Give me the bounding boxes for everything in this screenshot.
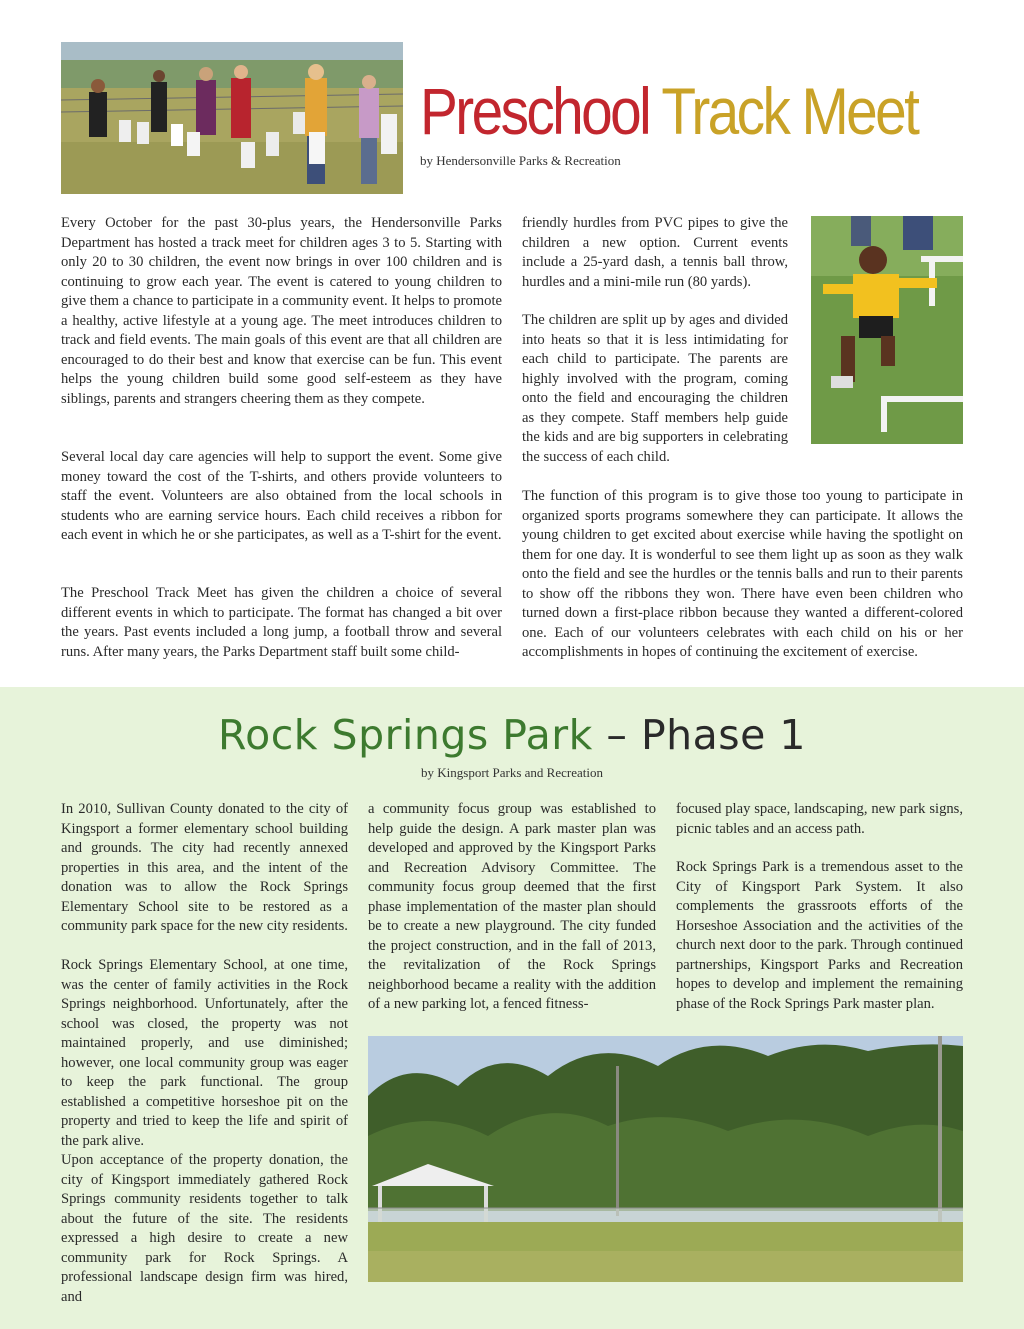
byline-kingsport: by Kingsport Parks and Recreation xyxy=(421,765,603,780)
paragraph: friendly hurdles from PVC pipes to give the children a new option. Current events include a 25-yard dash, a tennis ball throw, hurdles and a mini-mile run (80 yards). xyxy=(522,215,788,290)
title-rock-springs-park: Rock Springs Park xyxy=(218,711,593,759)
title-word-track-meet: Track Meet xyxy=(661,74,918,148)
title-phase-1: – Phase 1 xyxy=(606,711,806,759)
rock-springs-park-photo xyxy=(368,1036,963,1282)
paragraph: In 2010, Sullivan County donated to the city of Kingsport a former elementary school building and grounds. The city had recently annexed properties in this area, and the intent of the donation was to allow the Rock Springs Elementary School site to be restored as a community park space for the new city residents. xyxy=(61,801,348,934)
track-meet-group-photo xyxy=(61,42,403,194)
paragraph: focused play space, landscaping, new park signs, picnic tables and an access path. xyxy=(676,801,963,837)
byline-hendersonville: by Hendersonville Parks & Recreation xyxy=(420,153,621,168)
paragraph: Several local day care agencies will help to support the event. Some give money toward the cost of the T-shirts, and others provide volunteers to staff the event. Volunteers are also obtained from the local schools in students who are earning service hours. Each child receives a ribbon for each event in which he or she participates, as well as a T-shirt for the event. xyxy=(61,449,502,543)
paragraph: The Preschool Track Meet has given the children a choice of several different events in which to participate. The format has changed a bit over the years. Past events included a long jump, a football throw and several runs. After many years, the Parks Department staff built some child- xyxy=(61,585,502,660)
paragraph: Rock Springs Elementary School, at one time, was the center of family activities in the Rock Springs neighborhood. Unfortunately, after the school was closed, the property was not maintained properly, and use diminished; however, one local community group was eager to keep the park functional. The group established a competitive horseshoe pit on the property and tried to keep the life and spirit of the park alive. xyxy=(61,957,348,1149)
article-title-preschool-track-meet xyxy=(420,74,918,148)
paragraph: Every October for the past 30-plus years, the Hendersonville Parks Department has hosted a track meet for children ages 3 to 5. Starting with only 20 to 30 children, the event now brings in over 100 children and is continuing to grow each year. The event is catered to young children to give them a chance to participate in a community event. It helps to promote a healthy, active lifestyle at a young age. The meet introduces children to track and field events. The main goals of this event are that all children are encouraged to do their best and know that exercise can be fun. This event helps the young children build some good self-esteem as they have siblings, parents and strangers cheering them as they compete. xyxy=(61,215,502,407)
article-title-rock-springs-park xyxy=(0,713,1024,758)
paragraph: The function of this program is to give those too young to participate in organized sports programs somewhere they can participate. It allows the young children to get excited about exercise while having the spotlight on them for one day. It is wonderful to see them light up as soon as they walk onto the field and see the hurdles or the tennis balls and run to their parents to show off the ribbons they won. There have even been children who turned down a first-place ribbon because they wanted a different-colored one. Each of our volunteers celebrates with each child on his or her accomplishments in hopes of continuing the excitement of exercise. xyxy=(522,488,963,660)
title-word-preschool: Preschool xyxy=(420,74,650,148)
paragraph: Rock Springs Park is a tremendous asset to the City of Kingsport Park System. It also complements the grassroots efforts of the Horseshoe Association and the activities of the church next door to the park. Through continued partnerships, Kingsport Parks and Recreation hopes to develop and implement the remaining phase of the Rock Springs Park master plan. xyxy=(676,859,963,1012)
child-hurdle-photo xyxy=(811,216,963,444)
paragraph: a community focus group was established to help guide the design. A park master plan was developed and approved by the Kingsport Parks and Recreation Advisory Committee. The community focus group deemed that the first phase implementation of the master plan should be to create a new playground. The city funded the project construction, and in the fall of 2013, the revitalization of the Rock Springs neighborhood became a reality with the addition of a new parking lot, a fenced fitness- xyxy=(368,801,656,1012)
paragraph: The children are split up by ages and divided into heats so that it is less intimidating for each child to participate. The parents are highly involved with the program, coming onto the field and encouraging the children as they compete. Staff members help guide the kids and are big supporters in celebrating the success of each child. xyxy=(522,312,788,465)
paragraph: Upon acceptance of the property donation, the city of Kingsport immediately gathered Rock Springs community residents together to talk about the future of the site. The residents expressed a high desire to create a new community park for Rock Springs. A professional landscape design firm was hired, and xyxy=(61,1152,348,1305)
